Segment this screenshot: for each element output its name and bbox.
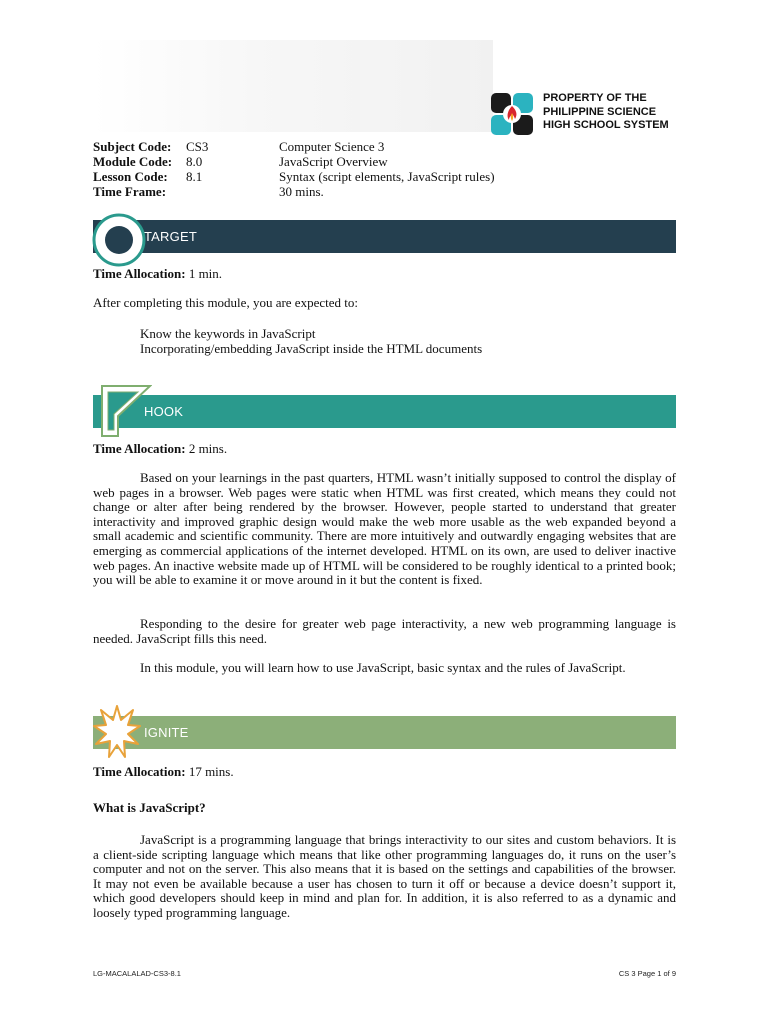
header-shade: [93, 40, 493, 132]
meta-label: Lesson Code:: [93, 169, 168, 184]
logo-text: PROPERTY OF THE PHILIPPINE SCIENCE HIGH SCHOOL SYSTEM: [543, 92, 669, 131]
ignite-title: IGNITE: [144, 725, 189, 740]
hook-title: HOOK: [144, 404, 184, 419]
target-banner: [93, 220, 676, 253]
hook-banner: [93, 395, 676, 428]
objective-item: Incorporating/embedding JavaScript inside the HTML documents: [140, 341, 483, 356]
ignite-time-allocation: [93, 765, 676, 780]
meta-row: [93, 169, 495, 184]
time-label: Time Allocation:: [93, 266, 186, 281]
meta-row: [93, 154, 495, 169]
hook-paragraph-1: Based on your learnings in the past quarters, HTML wasn’t initially supposed to control the display of web pages in a browser. Web pages were static when HTML was first created, which means they could not change or alter after being rendered by the browser. However, people started to understand that greater interactivity and improved graphic design would make the web more usable as the web expanded beyond a small academic and scientific community. There are more intuitively and outwardly engaging websites that are emerging as commercial applications of the internet developed. HTML on its own, are used to deliver inactive web pages. An inactive website made up of HTML will be considered to be roughly identical to a printed book; you will be able to examine it or move around in it but the content is fixed.: [93, 470, 676, 588]
target-intro: After completing this module, you are expected to:: [93, 295, 358, 310]
objectives-list: [140, 326, 482, 356]
meta-row: [93, 139, 495, 154]
hook-paragraph-2: Responding to the desire for greater web page interactivity, a new web programming language is needed. JavaScript fills this need.: [93, 616, 676, 646]
meta-code: [186, 184, 279, 199]
meta-code: CS3: [186, 139, 209, 154]
hook-time-allocation: [93, 442, 676, 457]
meta-row: [93, 184, 495, 199]
hook-paragraph-3: In this module, you will learn how to use JavaScript, basic syntax and the rules of JavaScript.: [140, 660, 626, 675]
meta-code: 8.0: [186, 154, 203, 169]
ignite-banner: [93, 716, 676, 749]
time-value: 2 mins.: [185, 441, 228, 456]
starburst-icon: [93, 704, 141, 760]
target-time-allocation: [93, 267, 676, 282]
time-label: Time Allocation:: [93, 764, 186, 779]
target-title: TARGET: [144, 229, 197, 244]
meta-desc: Computer Science 3: [279, 139, 385, 154]
meta-desc: 30 mins.: [279, 184, 324, 199]
time-label: Time Allocation:: [93, 441, 186, 456]
meta-label: Module Code:: [93, 154, 173, 169]
meta-desc: JavaScript Overview: [279, 154, 388, 169]
meta-label: Subject Code:: [93, 139, 172, 154]
time-value: 17 mins.: [185, 764, 234, 779]
pshs-logo-icon: [489, 91, 535, 137]
meta-desc: Syntax (script elements, JavaScript rules): [279, 169, 495, 184]
objective-item: Know the keywords in JavaScript: [140, 326, 316, 341]
ignite-heading: What is JavaScript?: [93, 800, 206, 815]
footer-page-number: CS 3 Page 1 of 9: [618, 969, 676, 978]
module-meta: [93, 139, 495, 199]
pshs-logo: [489, 91, 679, 137]
meta-code: 8.1: [186, 169, 203, 184]
footer-left: LG-MACALALAD-CS3-8.1: [93, 969, 181, 978]
meta-label: Time Frame:: [93, 184, 167, 199]
hook-corner-icon: [100, 384, 152, 438]
target-circle-icon: [92, 213, 146, 267]
time-value: 1 min.: [185, 266, 223, 281]
ignite-paragraph: JavaScript is a programming language that brings interactivity to our sites and custom behaviors. It is a client-side scripting language which means that like other programming languages do, it runs on the user’s computer and not on the server. This also means that it is based on the settings and capabilities of the browser. It may not even be available because a user has chosen to turn it off or because a device doesn’t support it, which good developers should keep in mind and plan for. In addition, it is also referred to as a dynamic and loosely typed programming language.: [93, 832, 676, 920]
